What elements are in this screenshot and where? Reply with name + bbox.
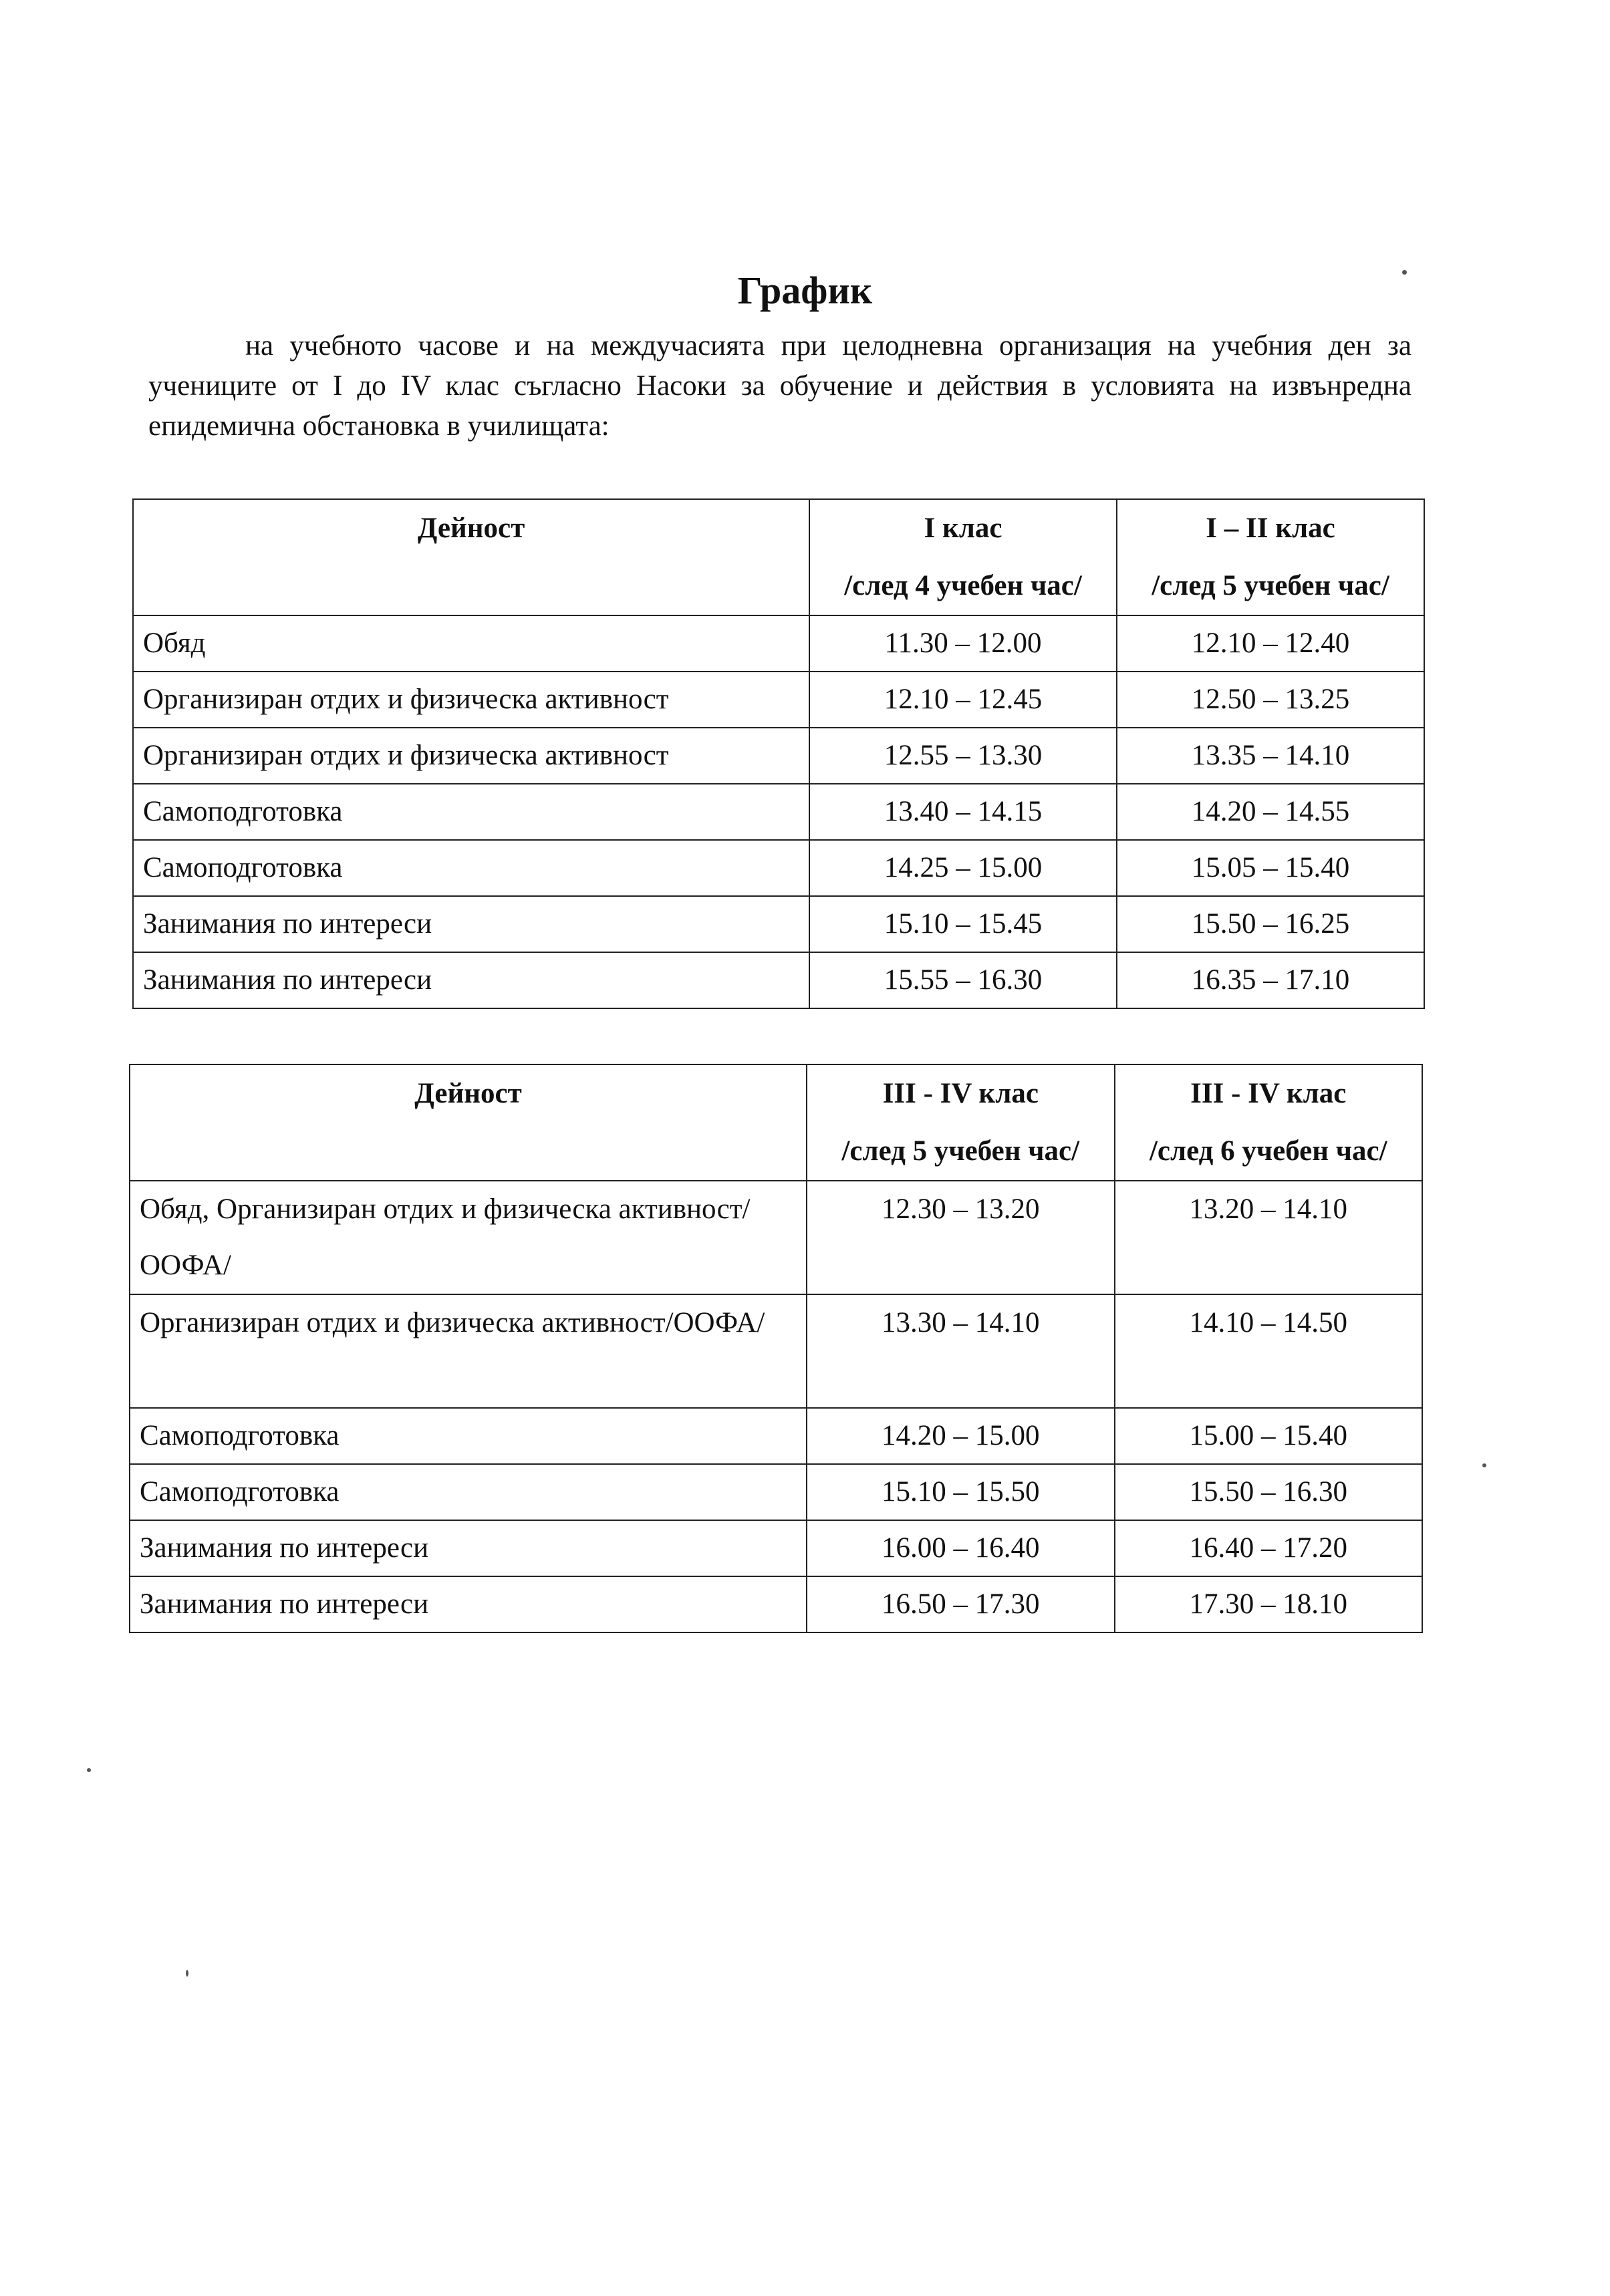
table-row: [130, 1520, 1422, 1576]
table-row: [133, 672, 1424, 728]
header-line1: Дейност: [417, 513, 525, 544]
table-row: [133, 952, 1424, 1008]
time-cell: 13.20 – 14.10: [1115, 1181, 1422, 1294]
activity-cell: Обяд, Организиран отдих и физическа активност/ООФА/: [130, 1181, 807, 1294]
time-cell: 16.35 – 17.10: [1117, 952, 1424, 1008]
time-cell: 13.30 – 14.10: [807, 1294, 1114, 1408]
header-line2: /след 5 учебен час/: [841, 1135, 1080, 1167]
activity-cell: Занимания по интереси: [130, 1576, 807, 1632]
page-title: График: [737, 269, 873, 312]
header-line1: I – II клас: [1206, 513, 1335, 544]
intro-paragraph: на учебното часове и на междучасията при целодневна организация на учебния ден за учениците от I до IV клас съгласно Насоки за обучение и действия в условията на извънредна епидемична обстановка в училищата:: [148, 330, 1412, 442]
activity-cell: Занимания по интереси: [130, 1520, 807, 1576]
header-grade-3-4-after-5: [807, 1064, 1114, 1181]
table-row: [130, 1408, 1422, 1464]
table-row: [130, 1576, 1422, 1632]
scan-speck: [87, 1768, 91, 1772]
time-cell: 14.20 – 14.55: [1117, 784, 1424, 840]
table-row: [133, 840, 1424, 896]
schedule-table-grades-3-4: [129, 1064, 1423, 1633]
activity-cell: Обяд: [133, 615, 809, 672]
time-cell: 15.10 – 15.50: [807, 1464, 1114, 1520]
activity-cell: Организиран отдих и физическа активност: [133, 672, 809, 728]
time-cell: 12.50 – 13.25: [1117, 672, 1424, 728]
table-row: [133, 784, 1424, 840]
activity-cell: Занимания по интереси: [133, 896, 809, 952]
time-cell: 14.20 – 15.00: [807, 1408, 1114, 1464]
time-cell: 11.30 – 12.00: [809, 615, 1117, 672]
time-cell: 13.40 – 14.15: [809, 784, 1117, 840]
time-cell: 15.50 – 16.25: [1117, 896, 1424, 952]
header-line1: Дейност: [414, 1078, 522, 1109]
time-cell: 15.55 – 16.30: [809, 952, 1117, 1008]
activity-cell: Занимания по интереси: [133, 952, 809, 1008]
header-line2: /след 6 учебен час/: [1149, 1135, 1387, 1167]
table-header-row: [130, 1064, 1422, 1181]
header-line2: /след 4 учебен час/: [844, 570, 1082, 601]
time-cell: 16.50 – 17.30: [807, 1576, 1114, 1632]
scan-speck: [1482, 1463, 1486, 1467]
time-cell: 12.10 – 12.40: [1117, 615, 1424, 672]
time-cell: 14.25 – 15.00: [809, 840, 1117, 896]
activity-cell: Самоподготовка: [130, 1408, 807, 1464]
table-row: [133, 896, 1424, 952]
header-line1: III - IV клас: [882, 1078, 1039, 1109]
activity-cell: Организиран отдих и физическа активност/ООФА/: [130, 1294, 807, 1408]
time-cell: 13.35 – 14.10: [1117, 728, 1424, 784]
activity-cell: Самоподготовка: [133, 784, 809, 840]
time-cell: 16.40 – 17.20: [1115, 1520, 1422, 1576]
header-activity: [130, 1064, 807, 1181]
activity-cell: Организиран отдих и физическа активност: [133, 728, 809, 784]
header-grade-1-2: [1117, 499, 1424, 615]
header-line2: /след 5 учебен час/: [1152, 570, 1389, 601]
scan-speck: [1402, 270, 1407, 275]
time-cell: 15.10 – 15.45: [809, 896, 1117, 952]
table-row: [130, 1464, 1422, 1520]
table-row: [130, 1181, 1422, 1294]
time-cell: 12.30 – 13.20: [807, 1181, 1114, 1294]
time-cell: 17.30 – 18.10: [1115, 1576, 1422, 1632]
schedule-table-grades-1-2: [132, 498, 1425, 1009]
header-line1: III - IV клас: [1190, 1078, 1347, 1109]
table-row: [133, 615, 1424, 672]
scan-speck: [186, 1970, 188, 1977]
time-cell: 15.05 – 15.40: [1117, 840, 1424, 896]
activity-cell: Самоподготовка: [130, 1464, 807, 1520]
table-header-row: [133, 499, 1424, 615]
time-cell: 15.50 – 16.30: [1115, 1464, 1422, 1520]
activity-cell: Самоподготовка: [133, 840, 809, 896]
header-line1: I клас: [924, 513, 1002, 544]
header-grade-3-4-after-6: [1115, 1064, 1422, 1181]
table-row: [130, 1294, 1422, 1408]
header-activity: [133, 499, 809, 615]
time-cell: 12.55 – 13.30: [809, 728, 1117, 784]
time-cell: 14.10 – 14.50: [1115, 1294, 1422, 1408]
time-cell: 16.00 – 16.40: [807, 1520, 1114, 1576]
header-grade-1: [809, 499, 1117, 615]
table-row: [133, 728, 1424, 784]
time-cell: 15.00 – 15.40: [1115, 1408, 1422, 1464]
time-cell: 12.10 – 12.45: [809, 672, 1117, 728]
